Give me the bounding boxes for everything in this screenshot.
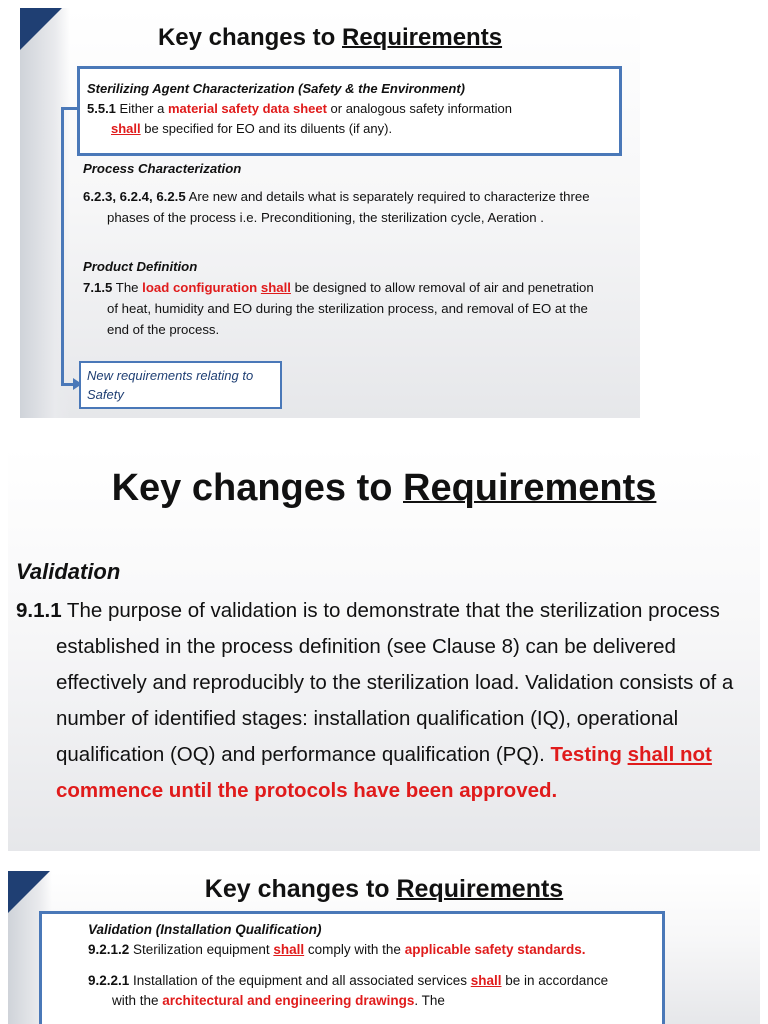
item-9-2-2-1-text-b: be in accordance with the: [112, 973, 609, 1008]
item-9-2-1-2-text-a: Sterilization equipment: [129, 942, 274, 957]
item-9-2-2-1: [88, 971, 628, 1011]
slide-1-title: [20, 24, 640, 52]
sterilizing-agent-box: [77, 66, 622, 156]
item-7-1-5-shall: shall: [260, 280, 291, 295]
slide-2: [8, 447, 760, 851]
item-6-2-3: [83, 186, 603, 228]
item-5-5-1-text-a: Either a: [115, 101, 168, 116]
item-9-1-1-red-a: Testing: [550, 743, 628, 766]
item-9-2-2-1-number: 9.2.2.1: [88, 973, 130, 988]
sterilizing-agent-content: [87, 79, 607, 139]
item-5-5-1-shall: shall: [111, 121, 141, 136]
process-heading: Process Characterization: [83, 161, 242, 176]
item-7-1-5-text-a: The: [112, 280, 143, 295]
item-9-2-1-2: [88, 940, 628, 960]
connector-line-vertical: [61, 108, 64, 386]
sterilizing-agent-heading: Sterilizing Agent Characterization (Safety & the Environment): [87, 81, 466, 96]
slide-3-title-prefix: Key changes to: [204, 875, 397, 903]
safety-note-text: New requirements relating to Safety: [87, 368, 254, 402]
slide-1-bg-wide-visible: [20, 8, 640, 418]
slide-1-title-underlined: Requirements: [342, 24, 503, 51]
item-7-1-5-red: load configuration: [142, 280, 258, 295]
item-5-5-1-text-c: be specified for EO and its diluents (if any).: [140, 121, 393, 136]
item-7-1-5-text-b: be designed to allow removal of air and penetration of heat, humidity and EO during the sterilization process, and removal of EO at the end of the process.: [107, 280, 594, 337]
item-9-2-2-1-text-c: . The: [414, 993, 445, 1008]
item-9-1-1-number: 9.1.1: [16, 599, 62, 622]
item-5-5-1-number: 5.5.1: [87, 101, 116, 116]
item-9-2-1-2-shall: shall: [273, 942, 305, 957]
item-5-5-1-red: material safety data sheet: [167, 101, 327, 116]
slide-2-title-prefix: Key changes to: [111, 467, 403, 509]
slide-2-title-underlined: Requirements: [403, 467, 657, 509]
item-7-1-5-number: 7.1.5: [83, 280, 113, 295]
product-section: [83, 256, 603, 340]
installation-qualification-heading: Validation (Installation Qualification): [88, 922, 322, 937]
safety-note-box: [79, 361, 282, 409]
item-7-1-5: [83, 277, 603, 340]
product-heading: Product Definition: [83, 259, 198, 274]
item-9-2-1-2-text-b: comply with the: [304, 942, 405, 957]
item-9-1-1-text: The purpose of validation is to demonstrate that the sterilization process established in the process definition (see Clause 8) can be delivered effectively and reproducibly to the sterilization load. Validation consists of a number of identified stages: installation qualification (IQ), operational qualification (OQ) and performance qualification (PQ).: [56, 599, 734, 766]
item-9-1-1-red-b: commence until the protocols have been approved.: [56, 779, 558, 802]
item-9-2-1-2-red: applicable safety standards.: [404, 942, 586, 957]
slide-2-title: [8, 467, 760, 510]
installation-qualification-box: [39, 911, 665, 1024]
item-9-2-2-1-text-a: Installation of the equipment and all associated services: [129, 973, 471, 988]
item-6-2-3-number: 6.2.3, 6.2.4, 6.2.5: [83, 189, 186, 204]
slide-1-title-prefix: Key changes to: [157, 24, 342, 51]
item-9-1-1-shall-not: shall not: [627, 743, 712, 766]
item-6-2-3-text: Are new and details what is separately required to characterize three phases of the process i.e. Preconditioning, the sterilization cycle, Aeration .: [107, 189, 590, 225]
item-5-5-1-text-b: or analogous safety information: [326, 101, 512, 116]
process-section: [83, 158, 603, 228]
item-9-2-2-1-red: architectural and engineering drawings: [162, 993, 415, 1008]
installation-qualification-content: [88, 920, 628, 1011]
item-5-5-1: [87, 99, 607, 139]
slide-3: [8, 871, 760, 1024]
slide-3-title-underlined: Requirements: [396, 875, 564, 903]
validation-heading: Validation: [16, 559, 121, 584]
item-9-2-1-2-number: 9.2.1.2: [88, 942, 130, 957]
slide-3-title: [8, 875, 760, 904]
item-9-1-1: [16, 593, 751, 809]
item-9-2-2-1-shall: shall: [470, 973, 502, 988]
